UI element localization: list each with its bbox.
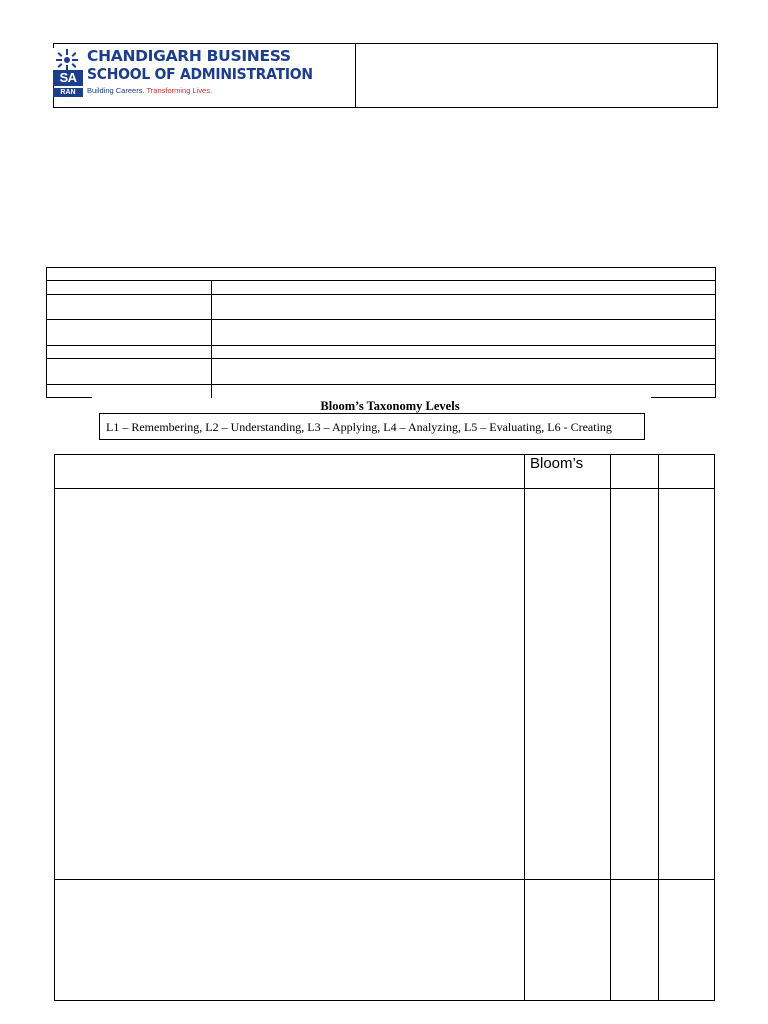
info-table-border-bottom-left [46,397,92,398]
questions-table-header-line [55,488,714,489]
school-logo [53,44,353,107]
info-table-border-right [715,267,716,398]
logo-tagline-part1: Building Careers. [87,86,147,95]
questions-table-column-divider [610,455,611,1000]
logo-tagline-part2: Transforming Lives. [146,86,213,95]
logo-emblem-text: SA [53,70,83,86]
questions-table [54,454,715,1001]
blooms-levels-box: L1 – Remembering, L2 – Understanding, L3 – Applying, L4 – Analyzing, L5 – Evaluating, L6 - Creating [99,413,645,440]
logo-title-line1: CHANDIGARH BUSINESS [87,47,291,65]
questions-table-column-divider [658,455,659,1000]
logo-title-line2: SCHOOL OF ADMINISTRATION [87,65,313,83]
info-table-border-left [46,267,47,398]
questions-table-column-divider [524,455,525,1000]
info-table-row-line [46,280,716,281]
logo-tagline [87,86,357,96]
info-table-row-line [46,345,716,346]
info-table-border-bottom-right [651,397,716,398]
info-table [46,267,716,398]
logo-emblem-subtext: RAN [53,88,83,97]
blooms-column-header: Bloom’s [530,455,584,472]
info-table-border-top [46,267,716,268]
info-table-row-line [46,358,716,359]
info-table-row-line [46,319,716,320]
questions-table-row-line [55,879,714,880]
info-table-row-line [46,294,716,295]
blooms-taxonomy-title: Bloom’s Taxonomy Levels [320,399,460,413]
info-table-column-divider [211,280,212,398]
info-table-row-line [46,384,716,385]
